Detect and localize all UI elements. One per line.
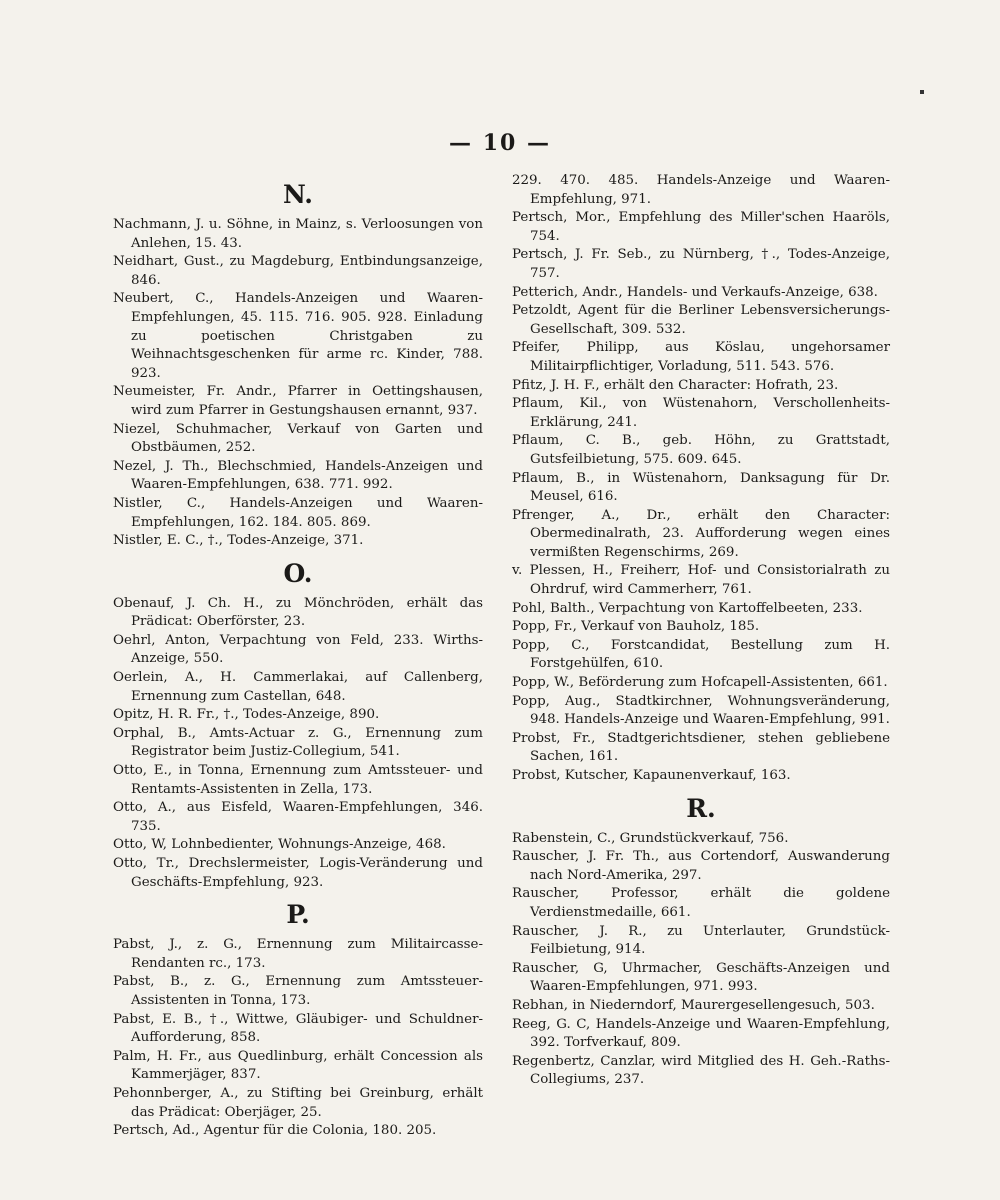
index-entry: Pflaum, C. B., geb. Höhn, zu Grattstadt, Gutsfeilbietung, 575. 609. 645. [512, 433, 890, 467]
index-entry: Probst, Fr., Stadtgerichtsdiener, stehen gebliebene Sachen, 161. [512, 730, 890, 765]
index-entry: Reeg, G. C, Handels-Anzeige und Waaren-Empfehlung, 392. Torfverkauf, 809. [512, 1016, 890, 1051]
section-letter: P. [286, 900, 310, 930]
index-entry: Pabst, E. B., †., Wittwe, Gläubiger- und Schuldner-Aufforderung, 858. [113, 1011, 483, 1046]
index-entry: Otto, E., in Tonna, Ernennung zum Amtssteuer- und Rentamts-Assistenten in Zella, 173. [113, 763, 483, 797]
ink-speck [920, 90, 924, 94]
index-entry: Pertsch, Mor., Empfehlung des Miller'schen Haaröls, 754. [512, 210, 890, 244]
index-entry: 229. 470. 485. Handels-Anzeige und Waaren-Empfehlung, 971. [512, 173, 890, 207]
index-entry: Pohl, Balth., Verpachtung von Kartoffelbeeten, 233. [512, 600, 863, 616]
index-entry: Otto, Tr., Drechslermeister, Logis-Veränderung und Geschäfts-Empfehlung, 923. [113, 856, 483, 890]
section-letter: R. [686, 793, 716, 823]
index-entry: Rauscher, J. Fr. Th., aus Cortendorf, Auswanderung nach Nord-Amerika, 297. [512, 849, 890, 883]
index-entry: Nachmann, J. u. Söhne, in Mainz, s. Verloosungen von Anlehen, 15. 43. [113, 217, 483, 251]
index-entry: Probst, Kutscher, Kapaunenverkauf, 163. [512, 768, 791, 783]
index-entry: Orphal, B., Amts-Actuar z. G., Ernennung zum Registrator beim Justiz-Collegium, 541. [113, 725, 483, 760]
section-letter: O. [283, 558, 313, 588]
index-entry: Rauscher, J. R., zu Unterlauter, Grundstück-Feilbietung, 914. [512, 923, 890, 958]
index-entry: Petterich, Andr., Handels- und Verkaufs-Anzeige, 638. [512, 284, 878, 300]
index-entry: Pfeifer, Philipp, aus Köslau, ungehorsamer Militairpflichtiger, Vorladung, 511. 543. 576. [512, 340, 890, 374]
index-entry: Oehrl, Anton, Verpachtung von Feld, 233. Wirths-Anzeige, 550. [113, 632, 483, 667]
index-entry: Pflaum, B., in Wüstenahorn, Danksagung für Dr. Meusel, 616. [512, 470, 890, 505]
index-entry: Nezel, J. Th., Blechschmied, Handels-Anzeigen und Waaren-Empfehlungen, 638. 771. 992. [113, 458, 483, 493]
index-entry: Pabst, J., z. G., Ernennung zum Militaircasse-Rendanten rc., 173. [113, 937, 483, 971]
index-entry: Nistler, E. C., †., Todes-Anzeige, 371. [113, 533, 364, 549]
index-entry: Opitz, H. R. Fr., †., Todes-Anzeige, 890. [113, 707, 380, 723]
index-entry: Otto, A., aus Eisfeld, Waaren-Empfehlungen, 346. 735. [113, 800, 483, 834]
index-entry: v. Plessen, H., Freiherr, Hof- und Consistorialrath zu Ohrdruf, wird Cammerherr, 761. [512, 563, 890, 598]
index-entry: Pertsch, Ad., Agentur für die Colonia, 180. 205. [113, 1123, 437, 1139]
index-entry: Pfitz, J. H. F., erhält den Character: Hofrath, 23. [512, 377, 839, 393]
index-entry: Pertsch, J. Fr. Seb., zu Nürnberg, †., Todes-Anzeige, 757. [512, 247, 890, 281]
left-column [113, 172, 483, 1141]
index-entry: Pflaum, Kil., von Wüstenahorn, Verschollenheits-Erklärung, 241. [512, 396, 890, 430]
index-entry: Obenauf, J. Ch. H., zu Mönchröden, erhält das Prädicat: Oberförster, 23. [113, 595, 483, 630]
index-entry: Neidhart, Gust., zu Magdeburg, Entbindungsanzeige, 846. [113, 254, 483, 288]
page-number: — 10 — [449, 130, 551, 156]
index-entry: Rebhan, in Niederndorf, Maurergesellengesuch, 503. [512, 997, 875, 1013]
index-entry: Popp, C., Forstcandidat, Bestellung zum H. Forstgehülfen, 610. [512, 637, 890, 672]
index-entry: Neubert, C., Handels-Anzeigen und Waaren-Empfehlungen, 45. 115. 716. 905. 928. Einladung zu poetischen Christgaben zu Weihnachtsgeschenken für arme rc. Kinder, 788. 923. [113, 291, 483, 381]
index-entry: Popp, Fr., Verkauf von Bauholz, 185. [512, 619, 760, 635]
index-entry: Niezel, Schuhmacher, Verkauf von Garten und Obstbäumen, 252. [113, 421, 483, 456]
index-entry: Pfrenger, A., Dr., erhält den Character: Obermedinalrath, 23. Aufforderung wegen eines vermißten Regenschirms, 269. [512, 507, 890, 560]
index-entry: Rauscher, Professor, erhält die goldene Verdienstmedaille, 661. [512, 886, 890, 920]
index-entry: Oerlein, A., H. Cammerlakai, auf Callenberg, Ernennung zum Castellan, 648. [113, 670, 483, 704]
index-entry: Rabenstein, C., Grundstückverkauf, 756. [512, 830, 789, 846]
index-entry: Pabst, B., z. G., Ernennung zum Amtssteuer-Assistenten in Tonna, 173. [113, 974, 483, 1008]
index-entry: Popp, W., Beförderung zum Hofcapell-Assistenten, 661. [512, 675, 888, 691]
index-entry: Regenbertz, Canzlar, wird Mitglied des H. Geh.-Raths-Collegiums, 237. [512, 1053, 890, 1088]
index-entry: Nistler, C., Handels-Anzeigen und Waaren-Empfehlungen, 162. 184. 805. 869. [113, 495, 483, 530]
index-entry: Otto, W, Lohnbedienter, Wohnungs-Anzeige, 468. [113, 837, 446, 853]
index-entry: Pehonnberger, A., zu Stifting bei Greinburg, erhält das Prädicat: Oberjäger, 25. [113, 1085, 483, 1120]
index-entry: Palm, H. Fr., aus Quedlinburg, erhält Concession als Kammerjäger, 837. [113, 1048, 483, 1083]
index-entry: Neumeister, Fr. Andr., Pfarrer in Oettingshausen, wird zum Pfarrer in Gestungshausen ernannt, 937. [113, 384, 483, 418]
index-entry: Petzoldt, Agent für die Berliner Lebensversicherungs-Gesellschaft, 309. 532. [512, 303, 890, 337]
index-entry: Rauscher, G, Uhrmacher, Geschäfts-Anzeigen und Waaren-Empfehlungen, 971. 993. [512, 960, 890, 995]
right-column [512, 172, 890, 1090]
section-letter: N. [283, 180, 313, 209]
index-entry: Popp, Aug., Stadtkirchner, Wohnungsveränderung, 948. Handels-Anzeige und Waaren-Empfehlung, 991. [512, 693, 890, 728]
